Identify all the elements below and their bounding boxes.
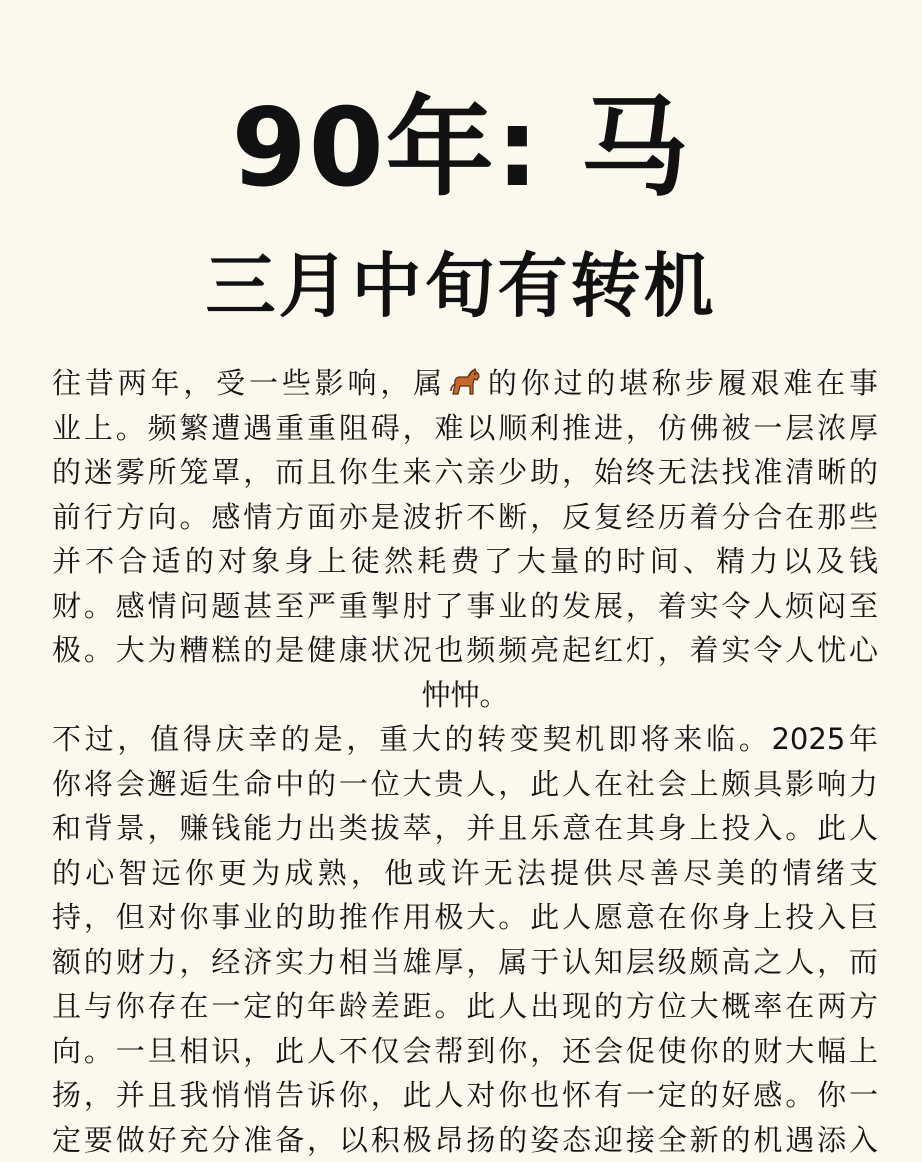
text-line-1-start: 往昔两年，受一些影响，属: [52, 366, 446, 400]
text-line-17: 扬，并且我悄悄告诉你，此人对你也怀有一定的好感。你一: [52, 1073, 878, 1118]
text-line-8: 忡忡。: [52, 673, 878, 718]
text-line-5: 并不合适的对象身上徒然耗费了大量的时间、精力以及钱: [52, 539, 878, 584]
text-line-1: [52, 361, 878, 406]
text-line-12: 的心智远你更为成熟，他或许无法提供尽善尽美的情绪支: [52, 851, 878, 896]
text-line-3: 的迷雾所笼罩，而且你生来六亲少助，始终无法找准清晰的: [52, 450, 878, 495]
text-line-1-end: 的你过的堪称步履艰难在事: [484, 366, 878, 400]
text-line-16: 向。一旦相识，此人不仅会帮到你，还会促使你的财大幅上: [52, 1029, 878, 1074]
text-line-2: 业上。频繁遭遇重重阻碍，难以顺利推进，仿佛被一层浓厚: [52, 406, 878, 451]
text-line-18: 定要做好充分准备，以积极昂扬的姿态迎接全新的机遇添入: [52, 1118, 878, 1162]
page-subtitle: 三月中旬有转机: [0, 238, 922, 334]
text-line-14: 额的财力，经济实力相当雄厚，属于认知层级颇高之人，而: [52, 940, 878, 985]
text-line-9: 不过，值得庆幸的是，重大的转变契机即将来临。2025年: [52, 717, 878, 762]
text-line-15: 且与你存在一定的年龄差距。此人出现的方位大概率在两方: [52, 984, 878, 1029]
text-line-4: 前行方向。感情方面亦是波折不断，反复经历着分合在那些: [52, 495, 878, 540]
text-line-6: 财。感情问题甚至严重掣肘了事业的发展，着实令人烦闷至: [52, 584, 878, 629]
text-line-7: 极。大为糟糕的是健康状况也频频亮起红灯，着实令人忧心: [52, 628, 878, 673]
text-line-10: 你将会邂逅生命中的一位大贵人，此人在社会上颇具影响力: [52, 762, 878, 807]
page-title: 90年: 马: [0, 74, 922, 224]
text-line-11: 和背景，赚钱能力出类拔萃，并且乐意在其身上投入。此人: [52, 806, 878, 851]
horse-emoji-icon: [448, 368, 482, 398]
article-body: [52, 361, 878, 1162]
text-line-13: 持，但对你事业的助推作用极大。此人愿意在你身上投入巨: [52, 895, 878, 940]
